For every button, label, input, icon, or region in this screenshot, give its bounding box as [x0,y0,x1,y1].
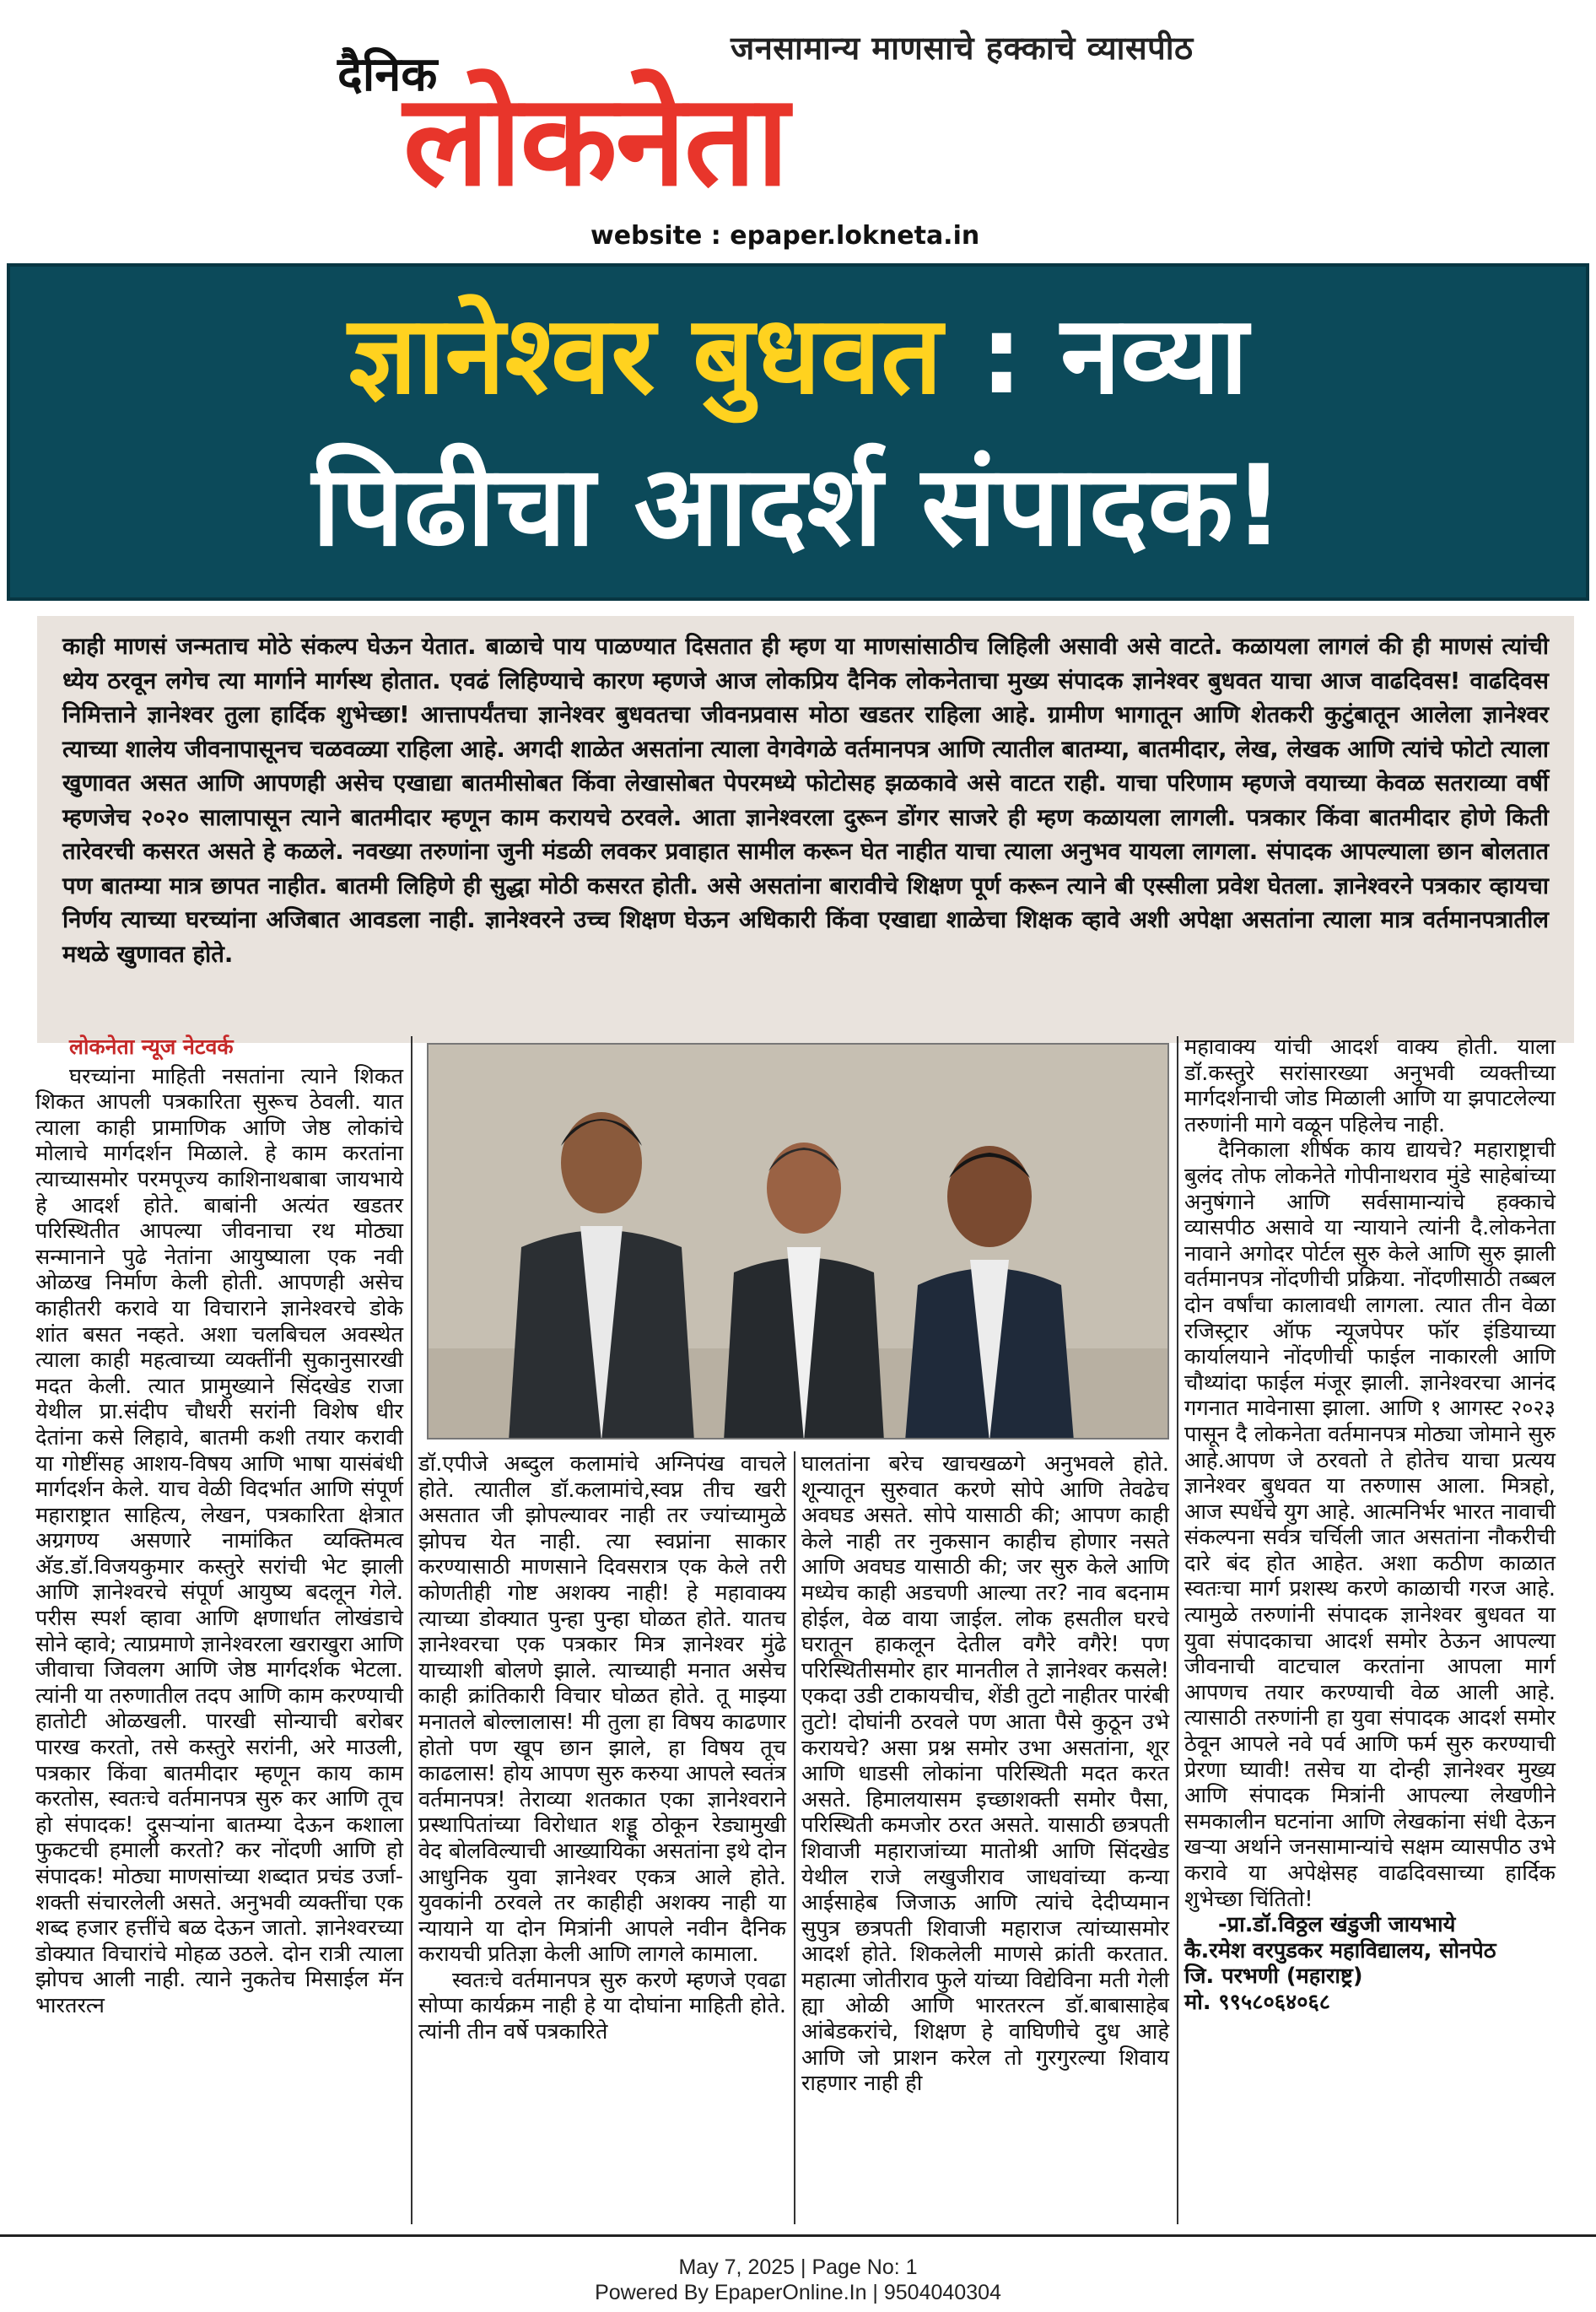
column-divider [1177,1036,1178,2224]
article-column-1 [35,1034,403,2019]
intro-text: काही माणसं जन्मताच मोठे संकल्प घेऊन येतात. बाळाचे पाय पाळण्यात दिसतात ही म्हण या माणसांसाठीच लिहिली असावी असे वाटते. कळायला लागलं की ही माणसं त्यांची ध्येय ठरवून लगेच त्या मार्गाने मार्गस्थ होतात. एवढं लिहिण्याचे कारण म्हणजे आज लोकप्रिय दैनिक लोकनेताचा मुख्य संपादक ज्ञानेश्वर बुधवत याचा आज वाढदिवस! वाढदिवस निमित्ताने ज्ञानेश्वर तुला हार्दिक शुभेच्छा! आत्तापर्यंतचा ज्ञानेश्वर बुधवतचा जीवनप्रवास मोठा खडतर राहिला आहे. ग्रामीण भागातून आणि शेतकरी कुटुंबातून आलेला ज्ञानेश्वर त्याच्या शालेय जीवनापासूनच चळवळ्या राहिला आहे. अगदी शाळेत असतांना त्याला वेगवेगळे वर्तमानपत्र आणि त्यातील बातम्या, बातमीदार, लेख, लेखक आणि त्यांचे फोटो त्याला खुणावत असत आणि आपणही असेच एखाद्या बातमीसोबत किंवा लेखासोबत पेपरमध्ये फोटोसह झळकावे असे वाटत राही. याचा परिणाम म्हणजे वयाच्या केवळ सतराव्या वर्षी म्हणजेच २०२० सालापासून त्याने बातमीदार म्हणून काम करायचे ठरवले. आता ज्ञानेश्वरला दुरून डोंगर साजरे ही म्हण कळायला लागली. पत्रकार किंवा बातमीदार होणे किती तारेवरची कसरत असते हे कळले. नवख्या तरुणांना जुनी मंडळी लवकर प्रवाहात सामील करून घेत नाहीत याचा त्याला अनुभव यायला लागला. संपादक आपल्याला छान बोलतात पण बातम्या मात्र छापत नाहीत. बातमी लिहिणे ही सुद्धा मोठी कसरत होती. असे असतांना बारावीचे शिक्षण पूर्ण करून त्याने बी एस्सीला प्रवेश घेतला. ज्ञानेश्वरने पत्रकार व्हायचा निर्णय त्याच्या घरच्यांना अजिबात आवडला नाही. ज्ञानेश्वरने उच्च शिक्षण घेऊन अधिकारी किंवा एखाद्या शाळेचा शिक्षक व्हावे अशी अपेक्षा असतांना त्याला मात्र वर्तमानपत्रातील मथळे खुणावत होते. [62,633,1549,968]
page-footer [0,2234,1596,2312]
author-district: जि. परभणी (महाराष्ट्र) [1184,1964,1363,1990]
masthead-tagline: जनसामान्य माणसाचे हक्काचे व्यासपीठ [731,30,1194,67]
column-2-text-b: स्वतःचे वर्तमानपत्र सुरु करणे म्हणजे एवढा सोप्पा कार्यक्रम नाही हे या दोघांना माहिती होते. त्यांनी तीन वर्षे पत्रकारिते [418,1967,786,2045]
headline-banner [7,263,1589,601]
intro-box [37,616,1574,1043]
headline-colon-part: : नव्या [942,293,1248,419]
footer-date-page: May 7, 2025 | Page No: 1 [678,2255,918,2279]
masthead-logo: लोकनेता [403,68,788,214]
column-4-text-b: दैनिकाला शीर्षक काय द्यायचे? महाराष्ट्राची बुलंद तोफ लोकनेते गोपीनाथराव मुंडे साहेबांच्या अनुषंगाने आणि सर्वसामान्यांचे हक्काचे व्यासपीठ असावे या न्यायाने त्यांनी दै.लोकनेता नावाने अगोदर पोर्टल सुरु केले आणि सुरु झाली वर्तमानपत्र नोंदणीची प्रक्रिया. नोंदणीसाठी तब्बल दोन वर्षांचा कालावधी लागला. त्यात तीन वेळा रजिस्ट्रार ऑफ न्यूजपेपर फॉर इंडियाच्या कार्यालयाने नोंदणीची फाईल नाकारली आणि चौथ्यांदा फाईल मंजूर झाली. ज्ञानेश्वरचा आनंद गगनात मावेनासा झाला. आणि १ आगस्ट २०२३ पासून दै लोकनेता वर्तमानपत्र मोठ्या जोमाने सुरु आहे.आपण जे ठरवतो ते होतेच याचा प्रत्यय ज्ञानेश्वर बुधवत या तरुणास आला. मित्रहो, आज स्पर्धेचे युग आहे. आत्मनिर्भर भारत नावाची संकल्पना सर्वत्र चर्चिली जात असतांना नौकरीची दारे बंद होत आहेत. अशा कठीण काळात स्वतःचा मार्ग प्रशस्थ करणे काळाची गरज आहे. त्यामुळे तरुणांनी संपादक ज्ञानेश्वर बुधवत या युवा संपादकाचा आदर्श समोर ठेऊन आपल्या जीवनाची वाटचाल करतांना आपला मार्ग आपणच तयार करण्याची वेळ आली आहे. त्यासाठी तरुणांनी हा युवा संपादक आदर्श समोर ठेवून आपले नवे पर्व आणि फर्म सुरु करण्याची प्रेरणा घ्यावी! तसेच या दोन्ही ज्ञानेश्वर मुख्य आणि संपादक मित्रांनी आपल्या लेखणीने समकालीन घटनांना आणि लेखकांना संधी देऊन खऱ्या अर्थाने जनसामान्यांचे सक्षम व्यासपीठ उभे करावे या अपेक्षेसह वाढदिवसाच्या हार्दिक शुभेच्छा चिंतितो! [1184,1137,1556,1912]
author-mobile: मो. ९९५८०६४०६८ [1184,1989,1331,2015]
masthead-website[interactable]: website : epaper.lokneta.in [590,221,980,251]
author-college: कै.रमेश वरपुडकर महाविद्यालय, सोनपेठ [1184,1937,1496,1964]
column-4-text: महावाक्य यांची आदर्श वाक्य होती. याला डॉ.कस्तुरे सरांसारख्या अनुभवी व्यक्तीच्या मार्गदर्शनाची जोड मिळाली आणि या झपाटलेल्या तरुणांनी मागे वळून पहिलेच नाही. [1184,1034,1556,1137]
headline-line-1 [10,293,1586,419]
column-2-text: डॉ.एपीजे अब्दुल कलामांचे अग्निपंख वाचले होते. त्यातील डॉ.कलामांचे,स्वप्न तीच खरी असतात जी झोपल्यावर नाही तर ज्यांच्यामुळे झोपच येत नाही. त्या स्वप्नांना साकार करण्यासाठी माणसाने दिवसरात्र एक केले तरी कोणतीही गोष्ट अशक्य नाही! हे महावाक्य त्याच्या डोक्यात पुन्हा पुन्हा घोळत होते. यातच ज्ञानेश्वरचा एक पत्रकार मित्र ज्ञानेश्वर मुंढे याच्याशी बोलणे झाले. त्याच्याही मनात असेच काही क्रांतिकारी विचार घोळत होते. तू माझ्या मनातले बोल्लालास! मी तुला हा विषय काढणार होतो पण खूप छान झाले, हा विषय तूच काढलास! होय आपण सुरु करुया आपले स्वतंत्र वर्तमानपत्र! तेराव्या शतकात एका ज्ञानेश्वराने प्रस्थापितांच्या विरोधात शड्डू ठोकून रेड्यामुखी वेद बोलविल्याची आख्यायिका असतांना इथे दोन आधुनिक युवा ज्ञानेश्वर एकत्र आले होते. युवकांनी ठरवले तर काहीही अशक्य नाही या न्यायाने या दोन मित्रांनी आपले नवीन दैनिक करायची प्रतिज्ञा केली आणि लागले कामाला. [418,1451,786,1968]
column-3-text: घालतांना बरेच खाचखळगे अनुभवले होते. शून्यातून सुरुवात करणे सोपे आणि तेवढेच अवघड असते. सोपे यासाठी की; आपण काही केले नाही तर नुकसान काहीच होणार नसते आणि अवघड यासाठी की; जर सुरु केले आणि मध्येच काही अडचणी आल्या तर? नाव बदनाम होईल, वेळ वाया जाईल. लोक हसतील घरचे घरातून हाकलून देतील वगैरे वगैरे! पण परिस्थितीसमोर हार मानतील ते ज्ञानेश्वर कसले! एकदा उडी टाकायचीच, शेंडी तुटो नाहीतर पारंबी तुटो! दोघांनी ठरवले पण आता पैसे कुठून उभे करायचे? असा प्रश्न समोर उभा असतांना, शूर आणि धाडसी लोकांना परिस्थिती मदत करत असते. हिमालयासम इच्छाशक्ती समोर पैसा, परिस्थिती कमजोर ठरत असते. यासाठी छत्रपती शिवाजी महाराजांच्या मातोश्री आणि सिंदखेड येथील राजे लखुजीराव जाधवांच्या कन्या आईसाहेब जिजाऊ आणि त्यांचे देदीप्यमान सुपुत्र छत्रपती शिवाजी महाराज त्यांच्यासमोर आदर्श होते. शिकलेली माणसे क्रांती करतात. महात्मा जोतीराव फुले यांच्या विद्येविना मती गेली ह्या ओळी आणि भारतरत्न डॉ.बाबासाहेब आंबेडकरांचे, शिक्षण हे वाघिणीचे दुध आहे आणि जो प्राशन करेल तो गुरगुरल्या शिवाय राहणार नाही ही [801,1451,1169,2097]
photo-illustration [429,1045,1169,1440]
article-column-3 [801,1451,1169,2097]
footer-powered-by[interactable]: Powered By EpaperOnline.In | 9504040304 [595,2281,1001,2304]
column-1-text: घरच्यांना माहिती नसतांना त्याने शिकत शिकत आपली पत्रकारिता सुरूच ठेवली. यात त्याला काही प्रामाणिक आणि जेष्ठ लोकांचे मोलाचे मार्गदर्शन मिळाले. हे काम करतांना त्याच्यासमोर परमपूज्य काशिनाथबाबा जायभाये हे आदर्श होते. बाबांनी अत्यंत खडतर परिस्थितीत आपल्या जीवनाचा रथ मोठ्या सन्मानाने पुढे नेतांना आयुष्याला एक नवी ओळख निर्माण केली होती. आपणही असेच काहीतरी करावे या विचाराने ज्ञानेश्वरचे डोके शांत बसत नव्हते. अशा चलबिचल अवस्थेत त्याला काही महत्वाच्या व्यक्तींनी सुकानुसारखी मदत केली. त्यात प्रामुख्याने सिंदखेड राजा येथील प्रा.संदीप चौधरी सरांनी विशेष धीर देतांना कसे लिहावे, बातमी कशी तयार करावी या गोष्टींसह आशय-विषय आणि भाषा यासंबंधी मार्गदर्शन केले. याच वेळी विदर्भात आणि संपूर्ण महाराष्ट्रात साहित्य, लेखन, पत्रकारिता क्षेत्रात अग्रगण्य असणारे नामांकित व्यक्तिमत्व अ‍ॅड.डॉ.विजयकुमार कस्तुरे सरांची भेट झाली आणि ज्ञानेश्वरचे संपूर्ण आयुष्य बदलून गेले. परीस स्पर्श व्हावा आणि क्षणार्धात लोखंडाचे सोने व्हावे; त्याप्रमाणे ज्ञानेश्वरला खराखुरा आणि जीवाचा जिवलग आणि जेष्ठ मार्गदर्शक भेटला. त्यांनी या तरुणातील तदप आणि काम करण्याची हातोटी ओळखली. पारखी सोन्याची बरोबर पारख करतो, तसे कस्तुरे सरांनी, अरे माउली, पत्रकार किंवा बातमीदार म्हणून काय काम करतोस, स्वतःचे वर्तमानपत्र सुरु कर आणि तूच हो संपादक! दुसऱ्यांना बातम्या देऊन कशाला फुकटची हमाली करतो? कर नोंदणी आणि हो संपादक! मोठ्या माणसांच्या शब्दात प्रचंड उर्जा-शक्ती संचारलेली असते. अनुभवी व्यक्तींचा एक शब्द हजार हत्तींचे बळ देऊन जातो. ज्ञानेश्वरच्या डोक्यात विचारांचे मोहळ उठले. दोन रात्री त्याला झोपच आली नाही. त्याने नुकतेच मिसाईल मॅन भारतरत्न [35,1063,403,2018]
headline-line-2: पिढीचा आदर्श संपादक! [311,441,1285,571]
byline: लोकनेता न्यूज नेटवर्क [69,1034,234,1059]
headline-name: ज्ञानेश्वर बुधवत [348,293,943,419]
article-column-4 [1184,1034,1556,2016]
column-divider [411,1036,412,2224]
masthead-dainik: दैनिक [337,47,438,102]
article-photo [427,1043,1169,1440]
article-column-2 [418,1451,786,2045]
masthead [0,0,1596,262]
author-name: -प्रा.डॉ.विठ्ठल खंडुजी जायभाये [1218,1912,1456,1938]
column-divider [794,1451,795,2224]
